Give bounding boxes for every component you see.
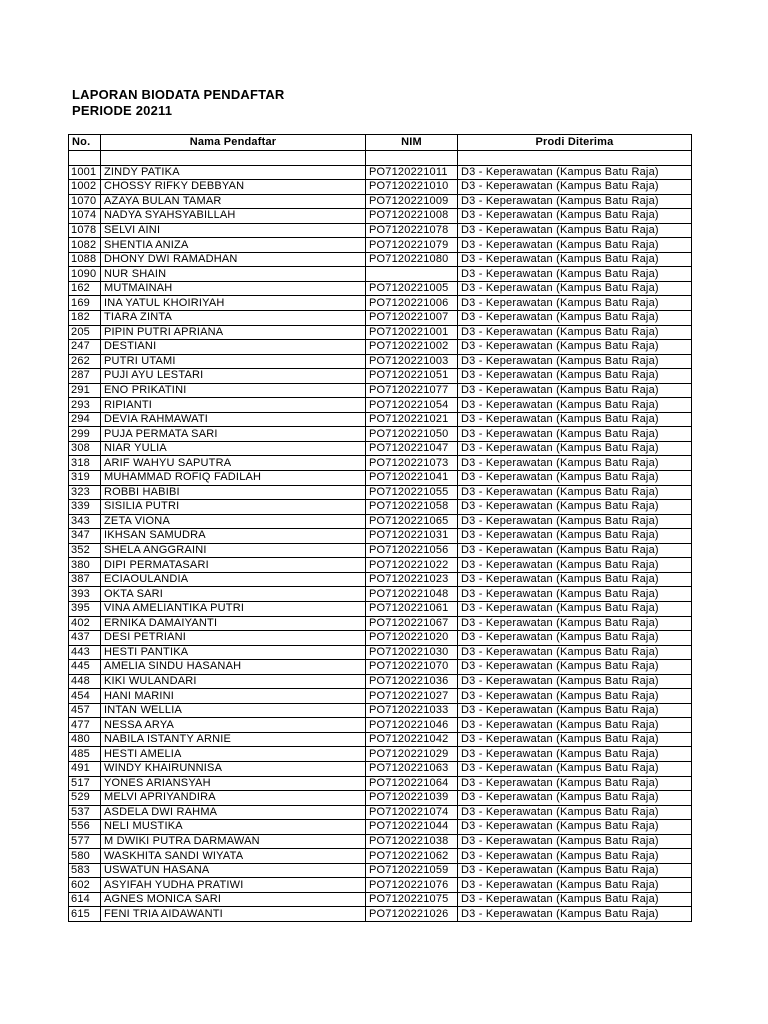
cell-name: HESTI AMELIA xyxy=(101,747,366,762)
cell-nim: PO7120221064 xyxy=(366,776,458,791)
cell-no: 1078 xyxy=(69,223,101,238)
cell-no: 308 xyxy=(69,441,101,456)
table-row xyxy=(69,151,692,166)
table-row xyxy=(69,791,692,806)
cell-nim: PO7120221008 xyxy=(366,209,458,224)
table-row xyxy=(69,252,692,267)
table-row xyxy=(69,194,692,209)
cell-nim xyxy=(366,151,458,166)
cell-name: ROBBI HABIBI xyxy=(101,485,366,500)
cell-nim: PO7120221046 xyxy=(366,718,458,733)
cell-no: 299 xyxy=(69,427,101,442)
cell-name: FENI TRIA AIDAWANTI xyxy=(101,907,366,922)
cell-name: SELVI AINI xyxy=(101,223,366,238)
cell-nim: PO7120221076 xyxy=(366,878,458,893)
table-row xyxy=(69,572,692,587)
cell-no: 556 xyxy=(69,820,101,835)
cell-prodi: D3 - Keperawatan (Kampus Batu Raja) xyxy=(458,776,692,791)
cell-no: 457 xyxy=(69,703,101,718)
cell-name: ZINDY PATIKA xyxy=(101,165,366,180)
table-row xyxy=(69,805,692,820)
cell-name: PIPIN PUTRI APRIANA xyxy=(101,325,366,340)
cell-name: MUHAMMAD ROFIQ FADILAH xyxy=(101,471,366,486)
cell-no: 291 xyxy=(69,383,101,398)
cell-name: YONES ARIANSYAH xyxy=(101,776,366,791)
cell-prodi: D3 - Keperawatan (Kampus Batu Raja) xyxy=(458,587,692,602)
cell-prodi: D3 - Keperawatan (Kampus Batu Raja) xyxy=(458,369,692,384)
cell-prodi: D3 - Keperawatan (Kampus Batu Raja) xyxy=(458,311,692,326)
cell-nim: PO7120221058 xyxy=(366,500,458,515)
table-row xyxy=(69,223,692,238)
cell-nim: PO7120221055 xyxy=(366,485,458,500)
table-body xyxy=(69,151,692,922)
cell-name: ASDELA DWI RAHMA xyxy=(101,805,366,820)
cell-name: DESTIANI xyxy=(101,340,366,355)
cell-nim: PO7120221079 xyxy=(366,238,458,253)
cell-no: 262 xyxy=(69,354,101,369)
cell-name: NABILA ISTANTY ARNIE xyxy=(101,732,366,747)
cell-nim: PO7120221005 xyxy=(366,281,458,296)
cell-no: 205 xyxy=(69,325,101,340)
cell-no: 517 xyxy=(69,776,101,791)
cell-nim: PO7120221067 xyxy=(366,616,458,631)
cell-nim: PO7120221033 xyxy=(366,703,458,718)
cell-nim: PO7120221077 xyxy=(366,383,458,398)
cell-nim: PO7120221020 xyxy=(366,631,458,646)
cell-prodi: D3 - Keperawatan (Kampus Batu Raja) xyxy=(458,180,692,195)
cell-no: 454 xyxy=(69,689,101,704)
cell-prodi: D3 - Keperawatan (Kampus Batu Raja) xyxy=(458,631,692,646)
cell-nim: PO7120221001 xyxy=(366,325,458,340)
cell-no: 580 xyxy=(69,849,101,864)
cell-prodi: D3 - Keperawatan (Kampus Batu Raja) xyxy=(458,572,692,587)
table-row xyxy=(69,761,692,776)
cell-nim: PO7120221048 xyxy=(366,587,458,602)
cell-nim: PO7120221062 xyxy=(366,849,458,864)
cell-prodi: D3 - Keperawatan (Kampus Batu Raja) xyxy=(458,340,692,355)
cell-prodi: D3 - Keperawatan (Kampus Batu Raja) xyxy=(458,165,692,180)
cell-prodi: D3 - Keperawatan (Kampus Batu Raja) xyxy=(458,529,692,544)
cell-no: 1002 xyxy=(69,180,101,195)
table-row xyxy=(69,703,692,718)
table-row xyxy=(69,485,692,500)
table-row xyxy=(69,892,692,907)
cell-prodi: D3 - Keperawatan (Kampus Batu Raja) xyxy=(458,296,692,311)
table-row xyxy=(69,412,692,427)
cell-nim: PO7120221002 xyxy=(366,340,458,355)
cell-nim: PO7120221044 xyxy=(366,820,458,835)
cell-name: ERNIKA DAMAIYANTI xyxy=(101,616,366,631)
cell-prodi: D3 - Keperawatan (Kampus Batu Raja) xyxy=(458,441,692,456)
cell-prodi: D3 - Keperawatan (Kampus Batu Raja) xyxy=(458,500,692,515)
table-row xyxy=(69,340,692,355)
cell-no: 443 xyxy=(69,645,101,660)
report-period: PERIODE 20211 xyxy=(72,103,173,118)
cell-no: 602 xyxy=(69,878,101,893)
cell-no: 1074 xyxy=(69,209,101,224)
table-row xyxy=(69,456,692,471)
cell-name: SISILIA PUTRI xyxy=(101,500,366,515)
cell-name: PUJA PERMATA SARI xyxy=(101,427,366,442)
cell-nim: PO7120221039 xyxy=(366,791,458,806)
cell-nim: PO7120221054 xyxy=(366,398,458,413)
cell-nim: PO7120221080 xyxy=(366,252,458,267)
table-row xyxy=(69,616,692,631)
table-row xyxy=(69,645,692,660)
cell-name: PUTRI UTAMI xyxy=(101,354,366,369)
table-row xyxy=(69,747,692,762)
cell-name: ECIAOULANDIA xyxy=(101,572,366,587)
cell-no: 529 xyxy=(69,791,101,806)
cell-name: M DWIKI PUTRA DARMAWAN xyxy=(101,834,366,849)
cell-nim: PO7120221051 xyxy=(366,369,458,384)
cell-prodi: D3 - Keperawatan (Kampus Batu Raja) xyxy=(458,543,692,558)
table-row xyxy=(69,863,692,878)
cell-nim: PO7120221031 xyxy=(366,529,458,544)
table-row xyxy=(69,267,692,282)
table-row xyxy=(69,281,692,296)
cell-name: MELVI APRIYANDIRA xyxy=(101,791,366,806)
table-row xyxy=(69,383,692,398)
cell-nim: PO7120221023 xyxy=(366,572,458,587)
cell-nim: PO7120221006 xyxy=(366,296,458,311)
cell-no: 437 xyxy=(69,631,101,646)
table-row xyxy=(69,427,692,442)
table-row xyxy=(69,369,692,384)
cell-no: 485 xyxy=(69,747,101,762)
table-row xyxy=(69,180,692,195)
table-row xyxy=(69,674,692,689)
cell-prodi: D3 - Keperawatan (Kampus Batu Raja) xyxy=(458,834,692,849)
table-row xyxy=(69,296,692,311)
table-row xyxy=(69,311,692,326)
cell-name: WASKHITA SANDI WIYATA xyxy=(101,849,366,864)
cell-nim: PO7120221010 xyxy=(366,180,458,195)
cell-nim: PO7120221061 xyxy=(366,601,458,616)
cell-no: 294 xyxy=(69,412,101,427)
cell-no: 445 xyxy=(69,660,101,675)
table-row xyxy=(69,907,692,922)
cell-prodi: D3 - Keperawatan (Kampus Batu Raja) xyxy=(458,281,692,296)
cell-prodi: D3 - Keperawatan (Kampus Batu Raja) xyxy=(458,863,692,878)
cell-prodi: D3 - Keperawatan (Kampus Batu Raja) xyxy=(458,907,692,922)
cell-nim: PO7120221078 xyxy=(366,223,458,238)
cell-prodi: D3 - Keperawatan (Kampus Batu Raja) xyxy=(458,805,692,820)
header-prodi: Prodi Diterima xyxy=(458,135,692,151)
cell-name: AZAYA BULAN TAMAR xyxy=(101,194,366,209)
cell-name: AGNES MONICA SARI xyxy=(101,892,366,907)
applicant-table xyxy=(68,134,692,922)
cell-prodi: D3 - Keperawatan (Kampus Batu Raja) xyxy=(458,383,692,398)
cell-prodi: D3 - Keperawatan (Kampus Batu Raja) xyxy=(458,747,692,762)
cell-nim: PO7120221070 xyxy=(366,660,458,675)
cell-prodi: D3 - Keperawatan (Kampus Batu Raja) xyxy=(458,674,692,689)
cell-nim: PO7120221030 xyxy=(366,645,458,660)
cell-no: 387 xyxy=(69,572,101,587)
cell-name: DEVIA RAHMAWATI xyxy=(101,412,366,427)
table-row xyxy=(69,776,692,791)
cell-prodi: D3 - Keperawatan (Kampus Batu Raja) xyxy=(458,616,692,631)
cell-name: NELI MUSTIKA xyxy=(101,820,366,835)
cell-name xyxy=(101,151,366,166)
cell-prodi: D3 - Keperawatan (Kampus Batu Raja) xyxy=(458,689,692,704)
cell-nim: PO7120221074 xyxy=(366,805,458,820)
cell-no: 339 xyxy=(69,500,101,515)
cell-nim: PO7120221073 xyxy=(366,456,458,471)
cell-nim: PO7120221011 xyxy=(366,165,458,180)
table-row xyxy=(69,631,692,646)
cell-no: 318 xyxy=(69,456,101,471)
cell-no: 395 xyxy=(69,601,101,616)
cell-name: DHONY DWI RAMADHAN xyxy=(101,252,366,267)
cell-name: OKTA SARI xyxy=(101,587,366,602)
cell-nim: PO7120221050 xyxy=(366,427,458,442)
table-row xyxy=(69,834,692,849)
cell-no: 182 xyxy=(69,311,101,326)
cell-nim: PO7120221009 xyxy=(366,194,458,209)
cell-prodi: D3 - Keperawatan (Kampus Batu Raja) xyxy=(458,645,692,660)
cell-prodi: D3 - Keperawatan (Kampus Batu Raja) xyxy=(458,791,692,806)
report-title: LAPORAN BIODATA PENDAFTAR xyxy=(72,87,285,102)
cell-nim xyxy=(366,267,458,282)
cell-nim: PO7120221047 xyxy=(366,441,458,456)
header-no: No. xyxy=(69,135,101,151)
cell-name: NIAR YULIA xyxy=(101,441,366,456)
cell-name: SHELA ANGGRAINI xyxy=(101,543,366,558)
cell-nim: PO7120221027 xyxy=(366,689,458,704)
header-nim: NIM xyxy=(366,135,458,151)
cell-name: CHOSSY RIFKY DEBBYAN xyxy=(101,180,366,195)
table-row xyxy=(69,718,692,733)
cell-nim: PO7120221022 xyxy=(366,558,458,573)
cell-no: 169 xyxy=(69,296,101,311)
cell-prodi: D3 - Keperawatan (Kampus Batu Raja) xyxy=(458,660,692,675)
table-row xyxy=(69,441,692,456)
cell-name: HANI MARINI xyxy=(101,689,366,704)
cell-prodi: D3 - Keperawatan (Kampus Batu Raja) xyxy=(458,703,692,718)
cell-name: IKHSAN SAMUDRA xyxy=(101,529,366,544)
cell-no: 1082 xyxy=(69,238,101,253)
cell-prodi: D3 - Keperawatan (Kampus Batu Raja) xyxy=(458,485,692,500)
cell-nim: PO7120221056 xyxy=(366,543,458,558)
cell-nim: PO7120221075 xyxy=(366,892,458,907)
table-row xyxy=(69,500,692,515)
cell-nim: PO7120221065 xyxy=(366,514,458,529)
cell-prodi: D3 - Keperawatan (Kampus Batu Raja) xyxy=(458,325,692,340)
cell-name: ZETA VIONA xyxy=(101,514,366,529)
cell-prodi: D3 - Keperawatan (Kampus Batu Raja) xyxy=(458,718,692,733)
cell-prodi: D3 - Keperawatan (Kampus Batu Raja) xyxy=(458,398,692,413)
cell-prodi: D3 - Keperawatan (Kampus Batu Raja) xyxy=(458,732,692,747)
cell-no: 287 xyxy=(69,369,101,384)
cell-name: RIPIANTI xyxy=(101,398,366,413)
cell-name: INA YATUL KHOIRIYAH xyxy=(101,296,366,311)
table-row xyxy=(69,660,692,675)
cell-prodi: D3 - Keperawatan (Kampus Batu Raja) xyxy=(458,820,692,835)
cell-name: DESI PETRIANI xyxy=(101,631,366,646)
cell-prodi: D3 - Keperawatan (Kampus Batu Raja) xyxy=(458,209,692,224)
cell-no: 577 xyxy=(69,834,101,849)
cell-no: 477 xyxy=(69,718,101,733)
table-row xyxy=(69,587,692,602)
cell-no: 583 xyxy=(69,863,101,878)
cell-name: NUR SHAIN xyxy=(101,267,366,282)
cell-prodi: D3 - Keperawatan (Kampus Batu Raja) xyxy=(458,354,692,369)
cell-name: PUJI AYU LESTARI xyxy=(101,369,366,384)
cell-no: 347 xyxy=(69,529,101,544)
cell-no: 1070 xyxy=(69,194,101,209)
cell-no: 448 xyxy=(69,674,101,689)
cell-nim: PO7120221029 xyxy=(366,747,458,762)
cell-name: DIPI PERMATASARI xyxy=(101,558,366,573)
cell-no: 1090 xyxy=(69,267,101,282)
cell-nim: PO7120221042 xyxy=(366,732,458,747)
table-row xyxy=(69,354,692,369)
cell-prodi: D3 - Keperawatan (Kampus Batu Raja) xyxy=(458,238,692,253)
header-name: Nama Pendaftar xyxy=(101,135,366,151)
cell-nim: PO7120221041 xyxy=(366,471,458,486)
cell-no: 402 xyxy=(69,616,101,631)
cell-no: 343 xyxy=(69,514,101,529)
table-row xyxy=(69,398,692,413)
cell-no: 537 xyxy=(69,805,101,820)
cell-name: NESSA ARYA xyxy=(101,718,366,733)
cell-no: 380 xyxy=(69,558,101,573)
table-row xyxy=(69,732,692,747)
cell-name: ARIF WAHYU SAPUTRA xyxy=(101,456,366,471)
cell-nim: PO7120221021 xyxy=(366,412,458,427)
table-row xyxy=(69,849,692,864)
cell-name: TIARA ZINTA xyxy=(101,311,366,326)
cell-no: 393 xyxy=(69,587,101,602)
cell-name: USWATUN HASANA xyxy=(101,863,366,878)
cell-no: 491 xyxy=(69,761,101,776)
table-row xyxy=(69,238,692,253)
cell-no: 1001 xyxy=(69,165,101,180)
cell-nim: PO7120221063 xyxy=(366,761,458,776)
cell-prodi: D3 - Keperawatan (Kampus Batu Raja) xyxy=(458,412,692,427)
cell-name: NADYA SYAHSYABILLAH xyxy=(101,209,366,224)
cell-name: SHENTIA ANIZA xyxy=(101,238,366,253)
cell-prodi: D3 - Keperawatan (Kampus Batu Raja) xyxy=(458,892,692,907)
cell-prodi: D3 - Keperawatan (Kampus Batu Raja) xyxy=(458,761,692,776)
cell-name: ENO PRIKATINI xyxy=(101,383,366,398)
cell-nim: PO7120221003 xyxy=(366,354,458,369)
table-row xyxy=(69,471,692,486)
table-row xyxy=(69,601,692,616)
cell-prodi: D3 - Keperawatan (Kampus Batu Raja) xyxy=(458,849,692,864)
cell-nim: PO7120221007 xyxy=(366,311,458,326)
cell-no: 247 xyxy=(69,340,101,355)
cell-prodi xyxy=(458,151,692,166)
table-row xyxy=(69,529,692,544)
cell-prodi: D3 - Keperawatan (Kampus Batu Raja) xyxy=(458,267,692,282)
cell-name: MUTMAINAH xyxy=(101,281,366,296)
cell-name: WINDY KHAIRUNNISA xyxy=(101,761,366,776)
cell-nim: PO7120221036 xyxy=(366,674,458,689)
cell-no: 614 xyxy=(69,892,101,907)
cell-prodi: D3 - Keperawatan (Kampus Batu Raja) xyxy=(458,223,692,238)
cell-no: 480 xyxy=(69,732,101,747)
cell-name: KIKI WULANDARI xyxy=(101,674,366,689)
cell-prodi: D3 - Keperawatan (Kampus Batu Raja) xyxy=(458,427,692,442)
cell-no: 319 xyxy=(69,471,101,486)
cell-no: 293 xyxy=(69,398,101,413)
cell-no xyxy=(69,151,101,166)
table-row xyxy=(69,820,692,835)
cell-name: ASYIFAH YUDHA PRATIWI xyxy=(101,878,366,893)
table-row xyxy=(69,543,692,558)
cell-no: 323 xyxy=(69,485,101,500)
cell-name: HESTI PANTIKA xyxy=(101,645,366,660)
cell-prodi: D3 - Keperawatan (Kampus Batu Raja) xyxy=(458,252,692,267)
cell-prodi: D3 - Keperawatan (Kampus Batu Raja) xyxy=(458,194,692,209)
cell-no: 615 xyxy=(69,907,101,922)
cell-no: 162 xyxy=(69,281,101,296)
cell-prodi: D3 - Keperawatan (Kampus Batu Raja) xyxy=(458,558,692,573)
cell-nim: PO7120221059 xyxy=(366,863,458,878)
cell-prodi: D3 - Keperawatan (Kampus Batu Raja) xyxy=(458,471,692,486)
table-row xyxy=(69,514,692,529)
cell-name: INTAN WELLIA xyxy=(101,703,366,718)
cell-no: 352 xyxy=(69,543,101,558)
cell-name: VINA AMELIANTIKA PUTRI xyxy=(101,601,366,616)
table-header-row xyxy=(69,135,692,151)
cell-name: AMELIA SINDU HASANAH xyxy=(101,660,366,675)
table-row xyxy=(69,325,692,340)
table-row xyxy=(69,558,692,573)
cell-nim: PO7120221026 xyxy=(366,907,458,922)
cell-prodi: D3 - Keperawatan (Kampus Batu Raja) xyxy=(458,456,692,471)
table-row xyxy=(69,165,692,180)
table-row xyxy=(69,878,692,893)
table-row xyxy=(69,689,692,704)
cell-prodi: D3 - Keperawatan (Kampus Batu Raja) xyxy=(458,878,692,893)
cell-prodi: D3 - Keperawatan (Kampus Batu Raja) xyxy=(458,514,692,529)
cell-prodi: D3 - Keperawatan (Kampus Batu Raja) xyxy=(458,601,692,616)
cell-nim: PO7120221038 xyxy=(366,834,458,849)
cell-no: 1088 xyxy=(69,252,101,267)
table-row xyxy=(69,209,692,224)
